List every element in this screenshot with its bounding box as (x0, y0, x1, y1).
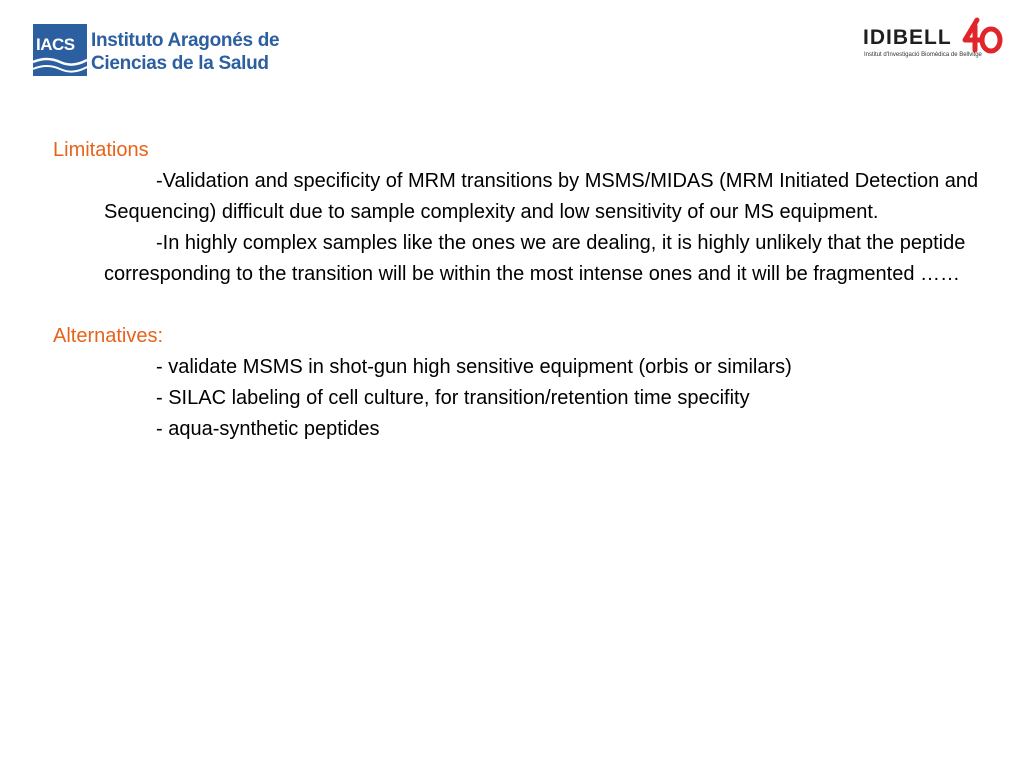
iacs-logo (33, 24, 289, 80)
limitations-heading: Limitations (53, 139, 149, 161)
alternatives-item-aqua-peptides: - aqua-synthetic peptides (156, 418, 380, 440)
idibell-logo (860, 16, 1010, 66)
alternatives-item-validate-msms: - validate MSMS in shot-gun high sensitive equipment (orbis or similars) (156, 356, 792, 378)
idibell-40-anniversary-icon (961, 16, 1005, 56)
idibell-name: IDIBELL (863, 26, 952, 49)
alternatives-item-silac: - SILAC labeling of cell culture, for transition/retention time specifity (156, 387, 750, 409)
alternatives-heading: Alternatives: (53, 325, 164, 347)
idibell-subtitle: Institut d'Investigació Biomèdica de Bellvitge (864, 52, 982, 58)
slide-body (53, 135, 1013, 445)
spacer (53, 290, 1013, 321)
wave-icon (33, 54, 87, 76)
iacs-name-line2: Ciencias de la Salud (91, 53, 269, 74)
limitations-item-validation: -Validation and specificity of MRM transitions by MSMS/MIDAS (MRM Initiated Detection and Sequencing) difficult due to sample complexity and low sensitivity of our MS equipment. (104, 170, 979, 223)
iacs-logo-mark (33, 24, 87, 76)
limitations-item-complex-samples: -In highly complex samples like the ones we are dealing, it is highly unlikely that the peptide corresponding to the transition will be within the most intense ones and it will be fragmented …… (104, 232, 966, 285)
iacs-name-line1: Instituto Aragonés de (91, 30, 280, 51)
iacs-abbreviation: IACS (36, 35, 75, 54)
